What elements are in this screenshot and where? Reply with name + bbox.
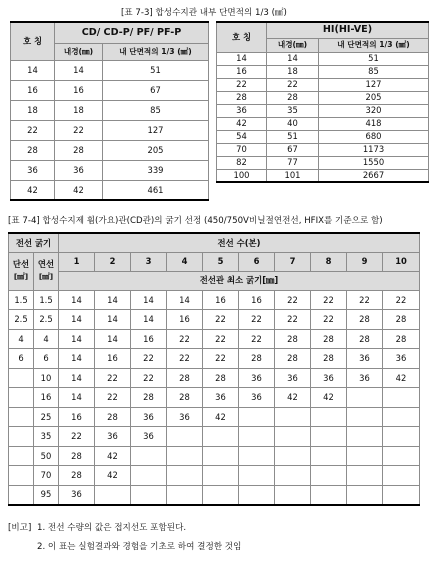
table-cell: 28 <box>267 91 319 104</box>
stranded-wire-cell: 10 <box>34 368 59 388</box>
table-cell: 205 <box>103 140 209 160</box>
pipe-size-cell <box>239 446 275 466</box>
header-count: 1 <box>59 252 95 271</box>
table-cell: 22 <box>11 120 55 140</box>
pipe-size-cell <box>383 446 420 466</box>
table-cell: 1173 <box>319 143 429 156</box>
single-wire-cell: 2.5 <box>9 310 34 330</box>
pipe-size-cell <box>95 485 131 505</box>
single-wire-cell <box>9 446 34 466</box>
pipe-size-cell: 36 <box>167 407 203 427</box>
pipe-size-cell: 22 <box>347 290 383 310</box>
pipe-size-cell <box>203 485 239 505</box>
table-cell: 51 <box>103 60 209 80</box>
table-row <box>217 117 429 130</box>
pipe-size-cell <box>347 446 383 466</box>
single-wire-cell <box>9 466 34 486</box>
pipe-size-cell <box>203 466 239 486</box>
pipe-size-cell: 16 <box>167 310 203 330</box>
table-cell: 22 <box>55 120 103 140</box>
pipe-size-cell: 28 <box>347 329 383 349</box>
pipe-size-cell <box>167 446 203 466</box>
table-cell: 127 <box>103 120 209 140</box>
table-cell: 22 <box>267 78 319 91</box>
pipe-size-cell: 14 <box>95 329 131 349</box>
pipe-size-cell: 22 <box>167 349 203 369</box>
table-row <box>11 180 209 200</box>
table-cell: 67 <box>267 143 319 156</box>
pipe-size-cell <box>347 388 383 408</box>
table-row <box>9 407 420 427</box>
table-cell: 1550 <box>319 156 429 169</box>
pipe-size-cell: 42 <box>95 466 131 486</box>
pipe-size-cell <box>167 485 203 505</box>
table-row <box>9 368 420 388</box>
pipe-size-cell: 36 <box>203 388 239 408</box>
table-row <box>9 388 420 408</box>
pipe-size-cell: 22 <box>95 388 131 408</box>
single-wire-cell <box>9 427 34 447</box>
pipe-size-cell: 36 <box>59 485 95 505</box>
pipe-size-cell <box>383 388 420 408</box>
pipe-size-cell: 22 <box>131 368 167 388</box>
header-count: 5 <box>203 252 239 271</box>
pipe-size-cell: 22 <box>203 349 239 369</box>
table-cell: 127 <box>319 78 429 91</box>
pipe-size-cell <box>203 427 239 447</box>
table-row <box>11 140 209 160</box>
pipe-size-cell <box>347 466 383 486</box>
header-count: 2 <box>95 252 131 271</box>
table-row <box>217 130 429 143</box>
header-count: 3 <box>131 252 167 271</box>
pipe-size-cell: 14 <box>59 368 95 388</box>
table-row <box>9 329 420 349</box>
table-cell: 82 <box>217 156 267 169</box>
single-wire-cell: 6 <box>9 349 34 369</box>
table-cell: 18 <box>55 100 103 120</box>
table-cell: 461 <box>103 180 209 200</box>
pipe-size-cell: 22 <box>59 427 95 447</box>
table-row <box>11 100 209 120</box>
pipe-size-cell: 42 <box>311 388 347 408</box>
table-row <box>9 310 420 330</box>
pipe-size-cell: 28 <box>203 368 239 388</box>
pipe-size-cell <box>275 466 311 486</box>
header-hoching: 호 칭 <box>217 22 267 52</box>
table-cell: 16 <box>217 65 267 78</box>
pipe-size-cell: 22 <box>203 329 239 349</box>
pipe-size-cell: 22 <box>311 290 347 310</box>
header-min-pipe-size: 전선관 최소 굵기[㎜] <box>59 271 420 290</box>
pipe-size-cell <box>347 485 383 505</box>
header-area: 내 단면적의 1/3 (㎟) <box>103 43 209 60</box>
pipe-size-cell: 22 <box>275 310 311 330</box>
table-cell: 14 <box>217 52 267 65</box>
pipe-size-cell: 22 <box>167 329 203 349</box>
table-cell: 680 <box>319 130 429 143</box>
note-label: [비고] <box>8 523 32 533</box>
stranded-wire-cell: 16 <box>34 388 59 408</box>
pipe-area-table-cd <box>10 21 209 201</box>
table-cell: 77 <box>267 156 319 169</box>
pipe-size-cell: 28 <box>275 329 311 349</box>
header-inner-diameter: 내경(㎜) <box>267 38 319 52</box>
pipe-size-cell <box>383 485 420 505</box>
stranded-wire-cell: 1.5 <box>34 290 59 310</box>
pipe-size-cell: 42 <box>383 368 420 388</box>
table-row <box>9 485 420 505</box>
header-group: CD/ CD-P/ PF/ PF-P <box>55 22 209 43</box>
pipe-size-cell: 22 <box>383 290 420 310</box>
header-area: 내 단면적의 1/3 (㎟) <box>319 38 429 52</box>
pipe-size-cell <box>131 446 167 466</box>
pipe-size-cell <box>275 485 311 505</box>
pipe-size-cell: 42 <box>95 446 131 466</box>
pipe-size-cell: 22 <box>239 329 275 349</box>
pipe-size-cell: 28 <box>167 388 203 408</box>
pipe-size-cell: 28 <box>383 329 420 349</box>
pipe-size-cell <box>383 427 420 447</box>
pipe-size-cell: 36 <box>239 368 275 388</box>
single-wire-cell: 4 <box>9 329 34 349</box>
header-stranded: 연선 [㎟] <box>34 252 59 290</box>
table-cell: 14 <box>267 52 319 65</box>
table-cell: 70 <box>217 143 267 156</box>
pipe-size-cell <box>239 485 275 505</box>
pipe-size-cell: 16 <box>95 349 131 369</box>
table-cell: 14 <box>55 60 103 80</box>
pipe-size-cell: 22 <box>311 310 347 330</box>
pipe-size-cell: 28 <box>311 329 347 349</box>
pipe-size-cell: 36 <box>311 368 347 388</box>
table-cell: 339 <box>103 160 209 180</box>
table-row <box>217 156 429 169</box>
pipe-size-cell: 14 <box>59 349 95 369</box>
pipe-size-cell: 28 <box>311 349 347 369</box>
table-cell: 28 <box>55 140 103 160</box>
pipe-size-cell <box>383 407 420 427</box>
table-row <box>9 427 420 447</box>
table-row <box>11 160 209 180</box>
pipe-size-cell: 28 <box>95 407 131 427</box>
pipe-size-cell: 42 <box>275 388 311 408</box>
table-cell: 28 <box>217 91 267 104</box>
pipe-size-cell <box>275 407 311 427</box>
pipe-size-cell: 28 <box>347 310 383 330</box>
pipe-size-cell <box>167 466 203 486</box>
pipe-size-cell: 22 <box>239 310 275 330</box>
pipe-size-cell <box>239 427 275 447</box>
pipe-size-cell <box>131 466 167 486</box>
pipe-size-cell <box>383 466 420 486</box>
single-wire-cell <box>9 407 34 427</box>
pipe-size-cell: 16 <box>203 290 239 310</box>
header-count: 10 <box>383 252 420 271</box>
table-row <box>217 143 429 156</box>
note-line-2: 2. 이 표는 실험결과와 경험을 기초로 하여 결정한 것임 <box>37 542 242 552</box>
table-cell: 85 <box>103 100 209 120</box>
note-line-1: 1. 전선 수량의 값은 접지선도 포함된다. <box>37 523 187 533</box>
single-wire-cell <box>9 388 34 408</box>
pipe-size-cell: 28 <box>131 388 167 408</box>
single-wire-cell <box>9 485 34 505</box>
pipe-size-cell: 36 <box>239 388 275 408</box>
pipe-size-cell: 16 <box>239 290 275 310</box>
table-row <box>9 446 420 466</box>
pipe-size-cell <box>203 446 239 466</box>
table-cell: 42 <box>217 117 267 130</box>
pipe-size-cell: 36 <box>347 368 383 388</box>
table-cell: 101 <box>267 169 319 182</box>
header-count: 7 <box>275 252 311 271</box>
header-single: 단선 [㎟] <box>9 252 34 290</box>
table-row <box>217 52 429 65</box>
pipe-size-cell: 36 <box>275 368 311 388</box>
pipe-size-cell <box>131 485 167 505</box>
table-row <box>217 65 429 78</box>
table-cell: 67 <box>103 80 209 100</box>
header-wire-count: 전선 수(본) <box>59 233 420 252</box>
table-row <box>217 78 429 91</box>
pipe-size-cell: 16 <box>59 407 95 427</box>
table-cell: 36 <box>55 160 103 180</box>
table-cell: 51 <box>319 52 429 65</box>
table-cell: 14 <box>11 60 55 80</box>
pipe-size-cell: 36 <box>383 349 420 369</box>
pipe-size-cell <box>167 427 203 447</box>
stranded-wire-cell: 2.5 <box>34 310 59 330</box>
pipe-area-table-hi <box>216 21 429 183</box>
table-row <box>9 466 420 486</box>
header-count: 8 <box>311 252 347 271</box>
table-cell: 54 <box>217 130 267 143</box>
table-cell: 205 <box>319 91 429 104</box>
pipe-size-cell: 22 <box>203 310 239 330</box>
stranded-wire-cell: 50 <box>34 446 59 466</box>
table-cell: 18 <box>11 100 55 120</box>
header-count: 4 <box>167 252 203 271</box>
pipe-size-cell <box>347 427 383 447</box>
stranded-wire-cell: 4 <box>34 329 59 349</box>
pipe-size-selection-table <box>8 232 420 506</box>
table-caption: [표 7-3] 합성수지관 내부 단면적의 1/3 (㎟) <box>121 8 287 18</box>
table-cell: 100 <box>217 169 267 182</box>
table-cell: 2667 <box>319 169 429 182</box>
pipe-size-cell <box>239 407 275 427</box>
table-cell: 16 <box>55 80 103 100</box>
pipe-size-cell: 22 <box>95 368 131 388</box>
pipe-size-cell: 28 <box>239 349 275 369</box>
pipe-size-cell <box>311 427 347 447</box>
pipe-size-cell: 36 <box>95 427 131 447</box>
table-caption: [표 7-4] 합성수지제 휨(가요)관(CD관)의 굵기 선정 (450/750V비닐절연전선, HFIX를 기준으로 함) <box>8 216 383 226</box>
pipe-size-cell <box>311 446 347 466</box>
table-row <box>11 120 209 140</box>
pipe-size-cell: 22 <box>131 349 167 369</box>
table-cell: 42 <box>55 180 103 200</box>
pipe-size-cell: 28 <box>275 349 311 369</box>
pipe-size-cell: 14 <box>131 310 167 330</box>
pipe-size-cell: 14 <box>59 388 95 408</box>
pipe-size-cell: 14 <box>59 290 95 310</box>
table-row <box>11 80 209 100</box>
table-cell: 85 <box>319 65 429 78</box>
header-wire-size: 전선 굵기 <box>9 233 59 252</box>
table-cell: 28 <box>11 140 55 160</box>
header-group: HI(HI-VE) <box>267 22 429 38</box>
table-cell: 18 <box>267 65 319 78</box>
pipe-size-cell: 36 <box>131 407 167 427</box>
stranded-wire-cell: 95 <box>34 485 59 505</box>
pipe-size-cell: 42 <box>203 407 239 427</box>
pipe-size-cell: 36 <box>131 427 167 447</box>
table-cell: 51 <box>267 130 319 143</box>
table-row <box>11 60 209 80</box>
pipe-size-cell: 28 <box>167 368 203 388</box>
header-inner-diameter: 내경(㎜) <box>55 43 103 60</box>
stranded-wire-cell: 6 <box>34 349 59 369</box>
table-row <box>217 104 429 117</box>
stranded-wire-cell: 70 <box>34 466 59 486</box>
pipe-size-cell: 28 <box>59 466 95 486</box>
pipe-size-cell <box>239 466 275 486</box>
header-hoching: 호 칭 <box>11 22 55 60</box>
pipe-size-cell: 36 <box>347 349 383 369</box>
table-row <box>9 349 420 369</box>
stranded-wire-cell: 35 <box>34 427 59 447</box>
header-count: 9 <box>347 252 383 271</box>
pipe-size-cell <box>347 407 383 427</box>
table-row <box>217 91 429 104</box>
table-cell: 418 <box>319 117 429 130</box>
pipe-size-cell: 14 <box>95 290 131 310</box>
pipe-size-cell: 14 <box>59 310 95 330</box>
pipe-size-cell: 22 <box>275 290 311 310</box>
table-cell: 36 <box>11 160 55 180</box>
pipe-size-cell <box>275 446 311 466</box>
table-cell: 42 <box>11 180 55 200</box>
single-wire-cell <box>9 368 34 388</box>
pipe-size-cell: 14 <box>95 310 131 330</box>
pipe-size-cell <box>275 427 311 447</box>
table-cell: 320 <box>319 104 429 117</box>
table-cell: 22 <box>217 78 267 91</box>
table-cell: 36 <box>217 104 267 117</box>
table-row <box>217 169 429 182</box>
pipe-size-cell <box>311 407 347 427</box>
stranded-wire-cell: 25 <box>34 407 59 427</box>
pipe-size-cell <box>311 485 347 505</box>
single-wire-cell: 1.5 <box>9 290 34 310</box>
pipe-size-cell <box>311 466 347 486</box>
header-count: 6 <box>239 252 275 271</box>
pipe-size-cell: 28 <box>383 310 420 330</box>
pipe-size-cell: 14 <box>131 290 167 310</box>
table-row <box>9 290 420 310</box>
pipe-size-cell: 14 <box>167 290 203 310</box>
table-cell: 35 <box>267 104 319 117</box>
pipe-size-cell: 16 <box>131 329 167 349</box>
pipe-size-cell: 28 <box>59 446 95 466</box>
pipe-size-cell: 14 <box>59 329 95 349</box>
table-cell: 40 <box>267 117 319 130</box>
table-cell: 16 <box>11 80 55 100</box>
